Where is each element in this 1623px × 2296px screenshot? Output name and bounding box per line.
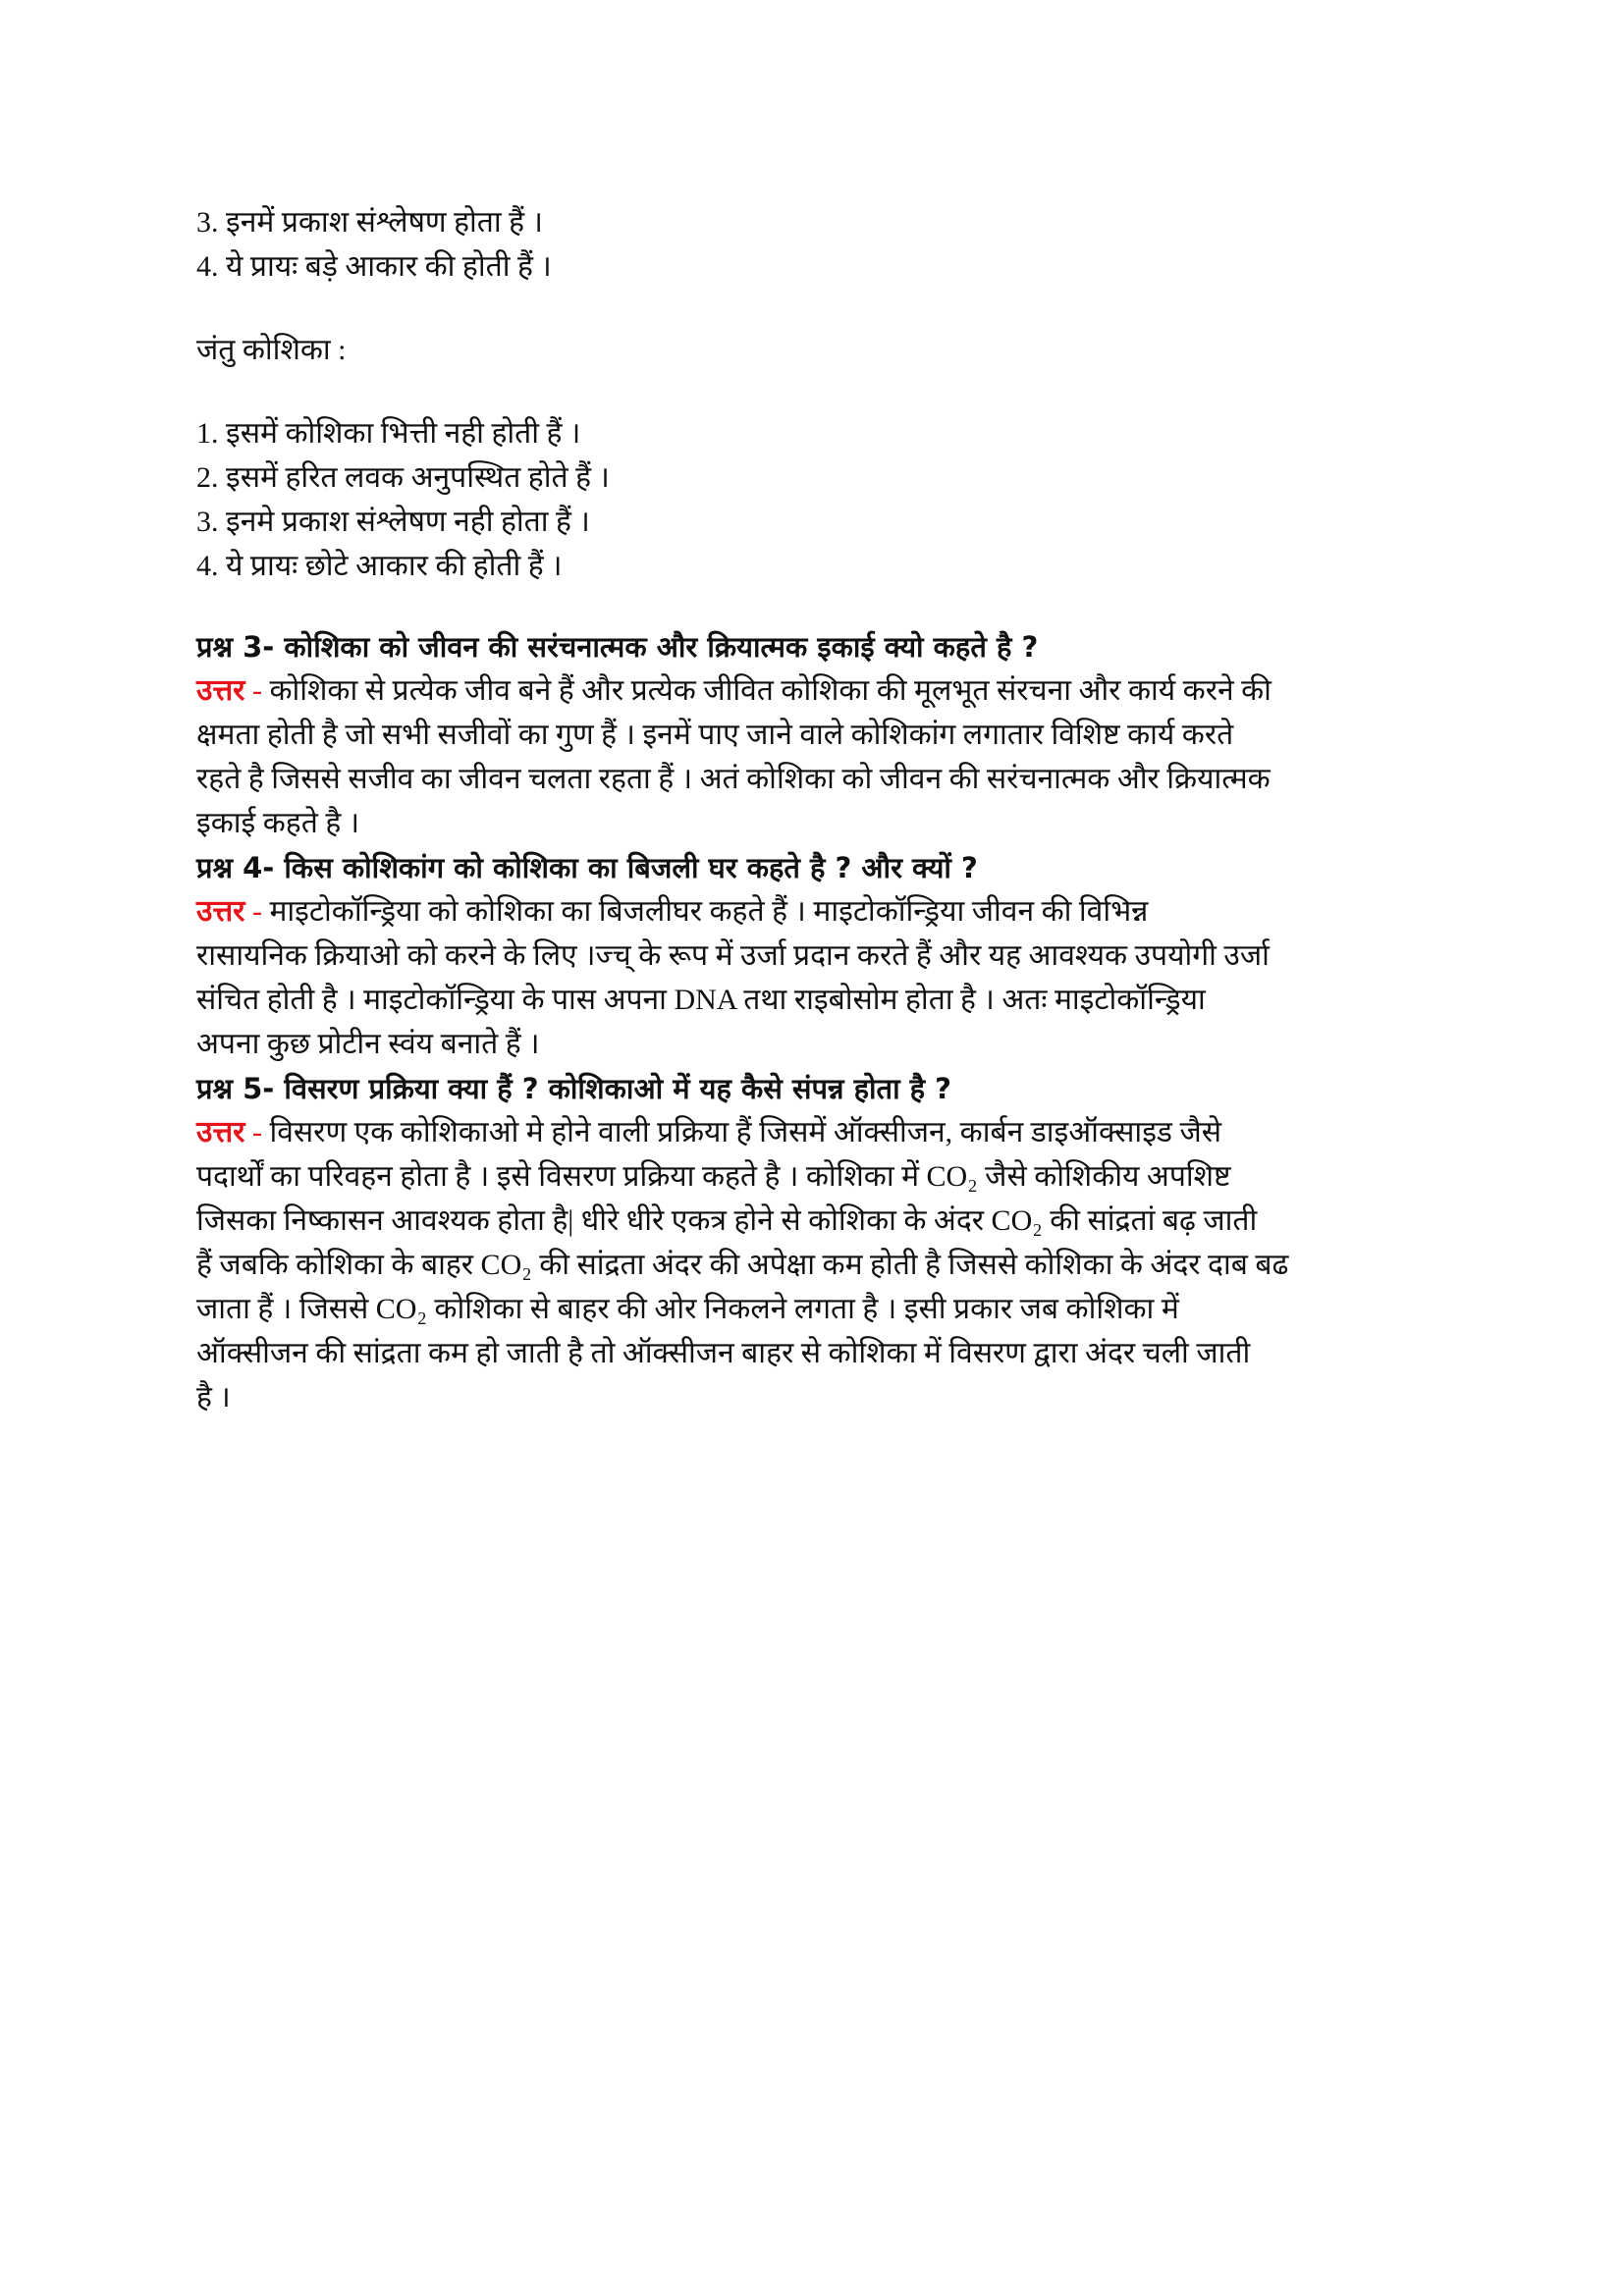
answer-3-line-4: इकाई कहते है ।	[196, 807, 360, 839]
answer-text: कोशिका से प्रत्येक जीव बने हैं और प्रत्येक जीवित कोशिका की मूलभूत संरचना और कार्य करने की	[269, 674, 1271, 707]
answer-4-line-3: संचित होती है । माइटोकॉन्ड्रिया के पास अपना DNA तथा राइबोसोम होता है । अतः माइटोकॉन्ड्रिया	[196, 984, 1206, 1016]
answer-dash: -	[244, 1116, 270, 1148]
answer-3-line-3: रहते है जिससे सजीव का जीवन चलता रहता हैं । अतं कोशिका को जीवन की सरंचनात्मक और क्रियात्मक	[196, 763, 1271, 795]
answer-3-line-2: क्षमता होती है जो सभी सजीवों का गुण हैं । इनमें पाए जाने वाले कोशिकांग लगातार विशिष्ट कार्य करते	[196, 719, 1234, 751]
animal-cell-heading: जंतु कोशिका :	[196, 334, 347, 366]
answer-5-line-1	[196, 1111, 1221, 1154]
answer-5-line-7: है ।	[196, 1381, 231, 1414]
answer-5-line-3: जिसका निष्कासन आवश्यक होता है| धीरे धीरे एकत्र होने से कोशिका के अंदर CO₂ की सांद्रतां बढ़ जाती	[196, 1204, 1258, 1237]
answer-5-line-2: पदार्थों का परिवहन होता है । इसे विसरण प्रक्रिया कहते है । कोशिका में CO₂ जैसे कोशिकीय अपशिष्ट	[196, 1160, 1231, 1193]
answer-text: विसरण एक कोशिकाओ मे होने वाली प्रक्रिया हैं जिसमें ऑक्सीजन, कार्बन डाइऑक्साइड जैसे	[269, 1116, 1222, 1148]
animal-cell-point-4: 4. ये प्रायः छोटे आकार की होती हैं ।	[196, 550, 563, 582]
answer-label: उत्तर	[196, 1115, 245, 1149]
answer-3-line-1	[196, 669, 1271, 713]
answer-4-line-4: अपना कुछ प्रोटीन स्वंय बनाते हैं ।	[196, 1028, 540, 1060]
answer-label: उत्तर	[196, 894, 245, 929]
answer-4-line-1	[196, 890, 1148, 934]
answer-5-line-4: हैं जबकि कोशिका के बाहर CO₂ की सांद्रता अंदर की अपेक्षा कम होती है जिससे कोशिका के अंदर दाब बढ	[196, 1249, 1289, 1281]
answer-4-line-2: रासायनिक क्रियाओ को करने के लिए ।ज्च् के रूप में उर्जा प्रदान करते हैं और यह आवश्यक उपयोगी उर्जा	[196, 939, 1270, 972]
answer-label: उत्तर	[196, 673, 245, 708]
answer-5-line-6: ऑक्सीजन की सांद्रता कम हो जाती है तो ऑक्सीजन बाहर से कोशिका में विसरण द्वारा अंदर चली जाती	[196, 1337, 1251, 1369]
animal-cell-point-1: 1. इसमें कोशिका भित्ती नही होती हैं ।	[196, 417, 581, 450]
answer-dash: -	[244, 895, 270, 928]
question-3: प्रश्न 3- कोशिका को जीवन की सरंचनात्मक और क्रियात्मक इकाई क्यो कहते है ?	[196, 630, 1039, 664]
question-5: प्रश्न 5- विसरण प्रक्रिया क्या हैं ? कोशिकाओ में यह कैसे संपन्न होता है ?	[196, 1072, 951, 1105]
question-4: प्रश्न 4- किस कोशिकांग को कोशिका का बिजली घर कहते है ? और क्यों ?	[196, 851, 978, 884]
answer-dash: -	[244, 674, 270, 707]
plant-cell-point-4: 4. ये प्रायः बड़े आकार की होती हैं ।	[196, 250, 552, 283]
animal-cell-point-2: 2. इसमें हरित लवक अनुपस्थित होते हैं ।	[196, 461, 610, 494]
plant-cell-point-3: 3. इनमें प्रकाश संश्लेषण होता हैं ।	[196, 206, 543, 239]
answer-5-line-5: जाता हैं । जिससे CO₂ कोशिका से बाहर की ओर निकलने लगता है । इसी प्रकार जब कोशिका में	[196, 1293, 1179, 1325]
animal-cell-point-3: 3. इनमे प्रकाश संश्लेषण नही होता हैं ।	[196, 506, 590, 538]
answer-text: माइटोकॉन्ड्रिया को कोशिका का बिजलीघर कहते हैं । माइटोकॉन्ड्रिया जीवन की विभिन्न	[269, 895, 1149, 928]
